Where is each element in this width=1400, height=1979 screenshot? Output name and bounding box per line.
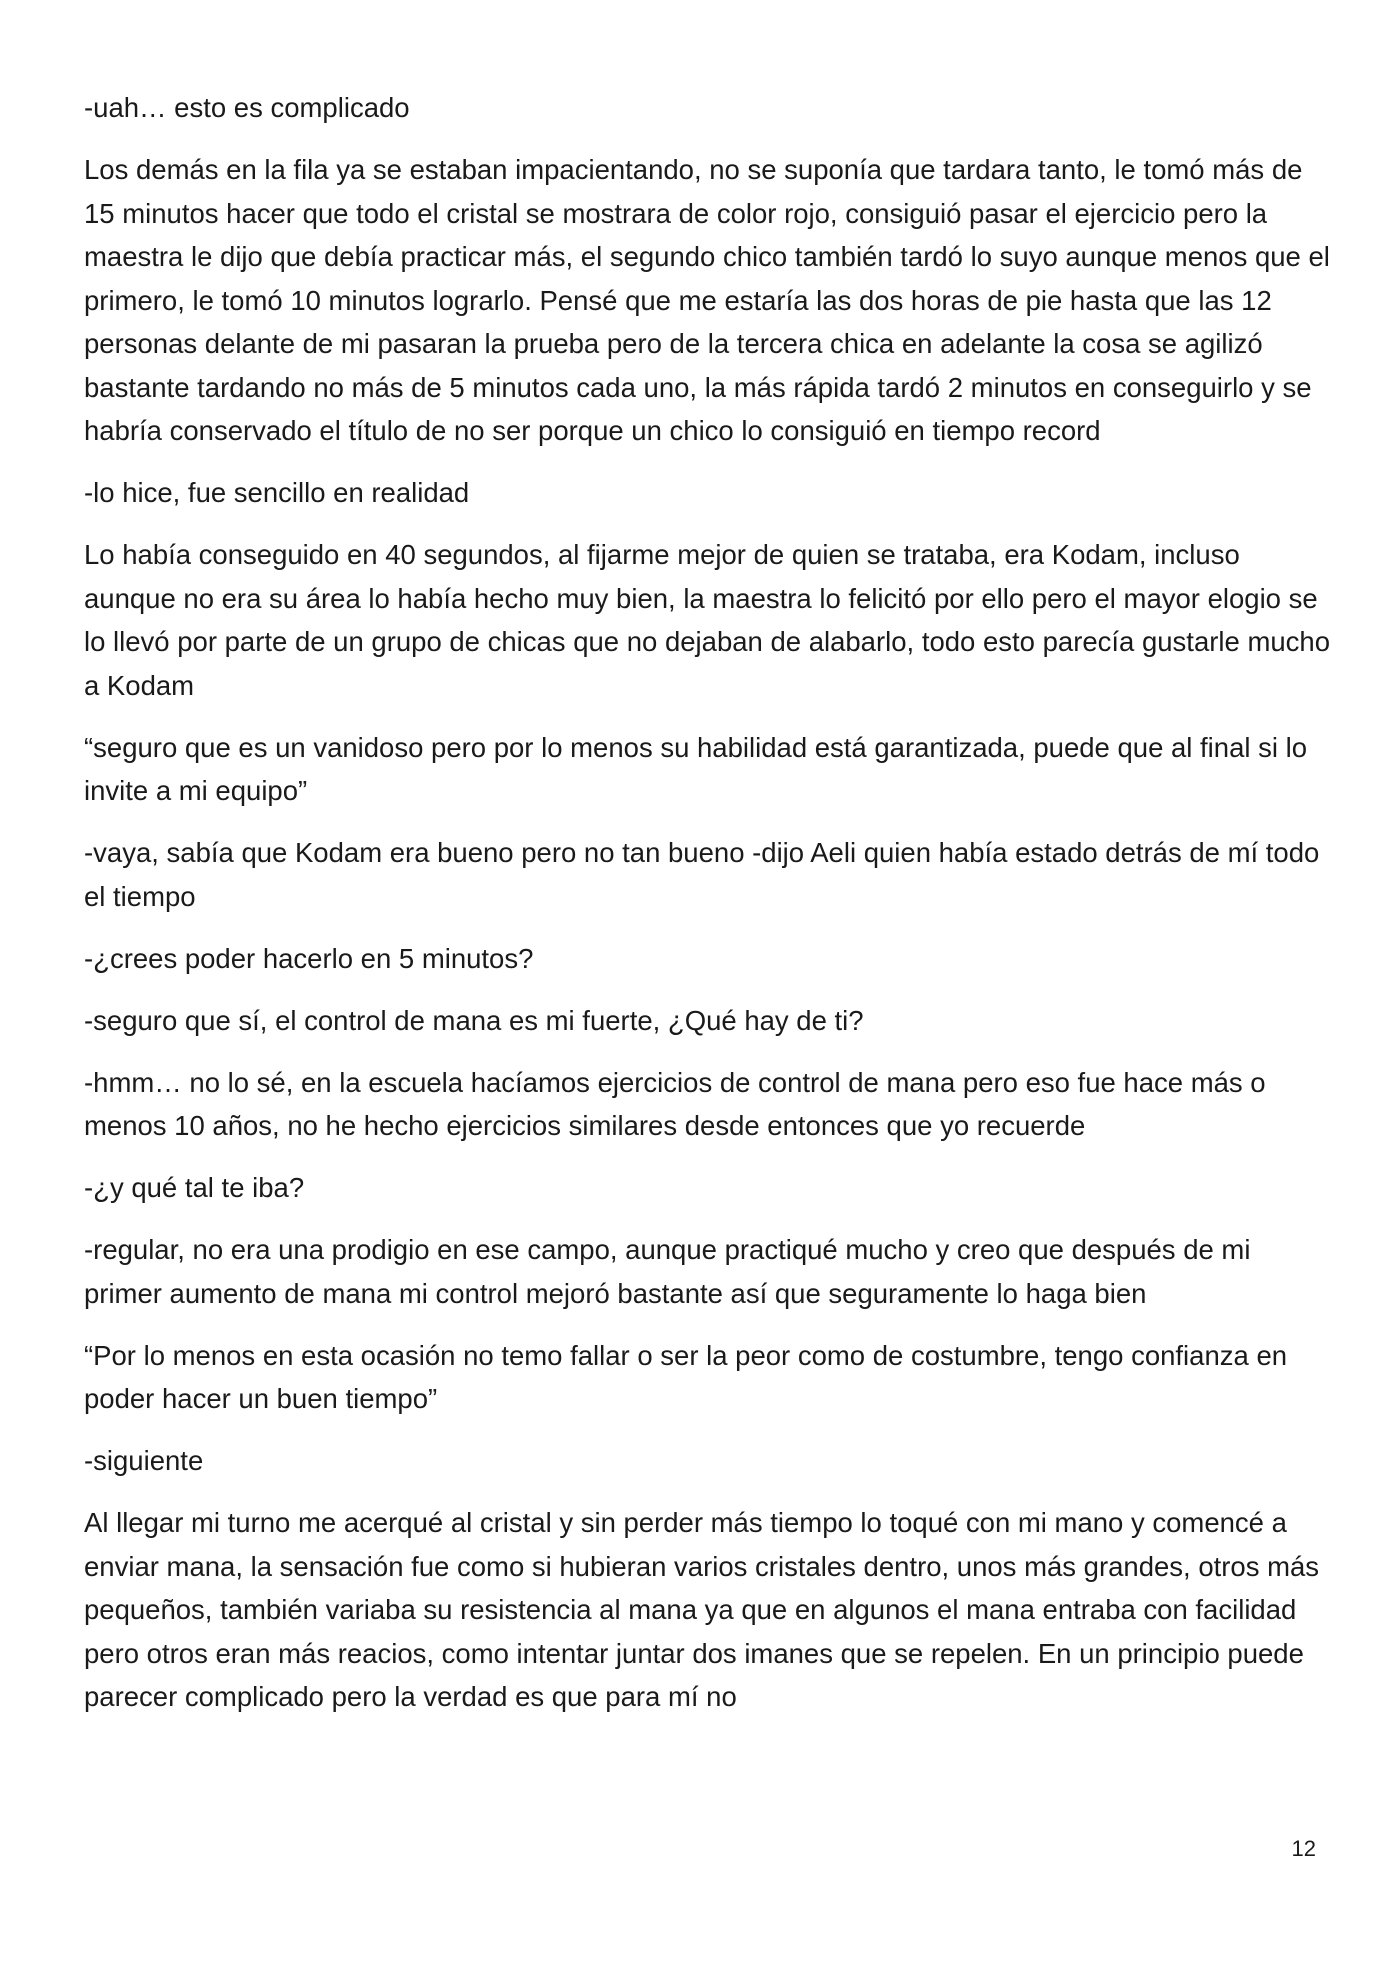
paragraph: -lo hice, fue sencillo en realidad (84, 477, 470, 508)
paragraph: -vaya, sabía que Kodam era bueno pero no tan bueno -dijo Aeli quien había estado detrás de mí todo el tiempo (84, 837, 1320, 912)
paragraph: Al llegar mi turno me acerqué al cristal y sin perder más tiempo lo toqué con mi mano y comencé a enviar mana, la sensación fue como si hubieran varios cristales dentro, unos más grandes, otros más pequeños, también variaba su resistencia al mana ya que en algunos el mana entraba con facilidad pero otros eran más reacios, como intentar juntar dos imanes que se repelen. En un principio puede parecer complicado pero la verdad es que para mí no (84, 1507, 1320, 1712)
page-number: 12 (1291, 1836, 1316, 1861)
paragraph: -¿y qué tal te iba? (84, 1172, 305, 1203)
paragraph: Lo había conseguido en 40 segundos, al fijarme mejor de quien se trataba, era Kodam, incluso aunque no era su área lo había hecho muy bien, la maestra lo felicitó por ello pero el mayor elogio se lo llevó por parte de un grupo de chicas que no dejaban de alabarlo, todo esto parecía gustarle mucho a Kodam (84, 539, 1330, 701)
paragraph: -uah… esto es complicado (84, 92, 410, 123)
paragraph: -¿crees poder hacerlo en 5 minutos? (84, 942, 534, 974)
paragraph: -seguro que sí, el control de mana es mi fuerte, ¿Qué hay de ti? (84, 1004, 864, 1036)
paragraph: “seguro que es un vanidoso pero por lo menos su habilidad está garantizada, puede que al final si lo invite a mi equipo” (84, 731, 1308, 806)
paragraph: “Por lo menos en esta ocasión no temo fallar o ser la peor como de costumbre, tengo confianza en poder hacer un buen tiempo” (84, 1339, 1288, 1414)
paragraph: -hmm… no lo sé, en la escuela hacíamos ejercicios de control de mana pero eso fue hace más o menos 10 años, no he hecho ejercicios similares desde entonces que yo recuerde (84, 1066, 1266, 1141)
page-body (84, 86, 1334, 1737)
paragraph: Los demás en la fila ya se estaban impacientando, no se suponía que tardara tanto, le tomó más de 15 minutos hacer que todo el cristal se mostrara de color rojo, consiguió pasar el ejercicio pero la maestra le dijo que debía practicar más, el segundo chico también tardó lo suyo aunque menos que el primero, le tomó 10 minutos lograrlo. Pensé que me estaría las dos horas de pie hasta que las 12 personas delante de mi pasaran la prueba pero de la tercera chica en adelante la cosa se agilizó bastante tardando no más de 5 minutos cada uno, la más rápida tardó 2 minutos en conseguirlo y se habría conservado el título de no ser porque un chico lo consiguió en tiempo record (84, 154, 1330, 446)
paragraph: -siguiente (84, 1445, 204, 1476)
paragraph: -regular, no era una prodigio en ese campo, aunque practiqué mucho y creo que después de mi primer aumento de mana mi control mejoró bastante así que seguramente lo haga bien (84, 1234, 1251, 1309)
